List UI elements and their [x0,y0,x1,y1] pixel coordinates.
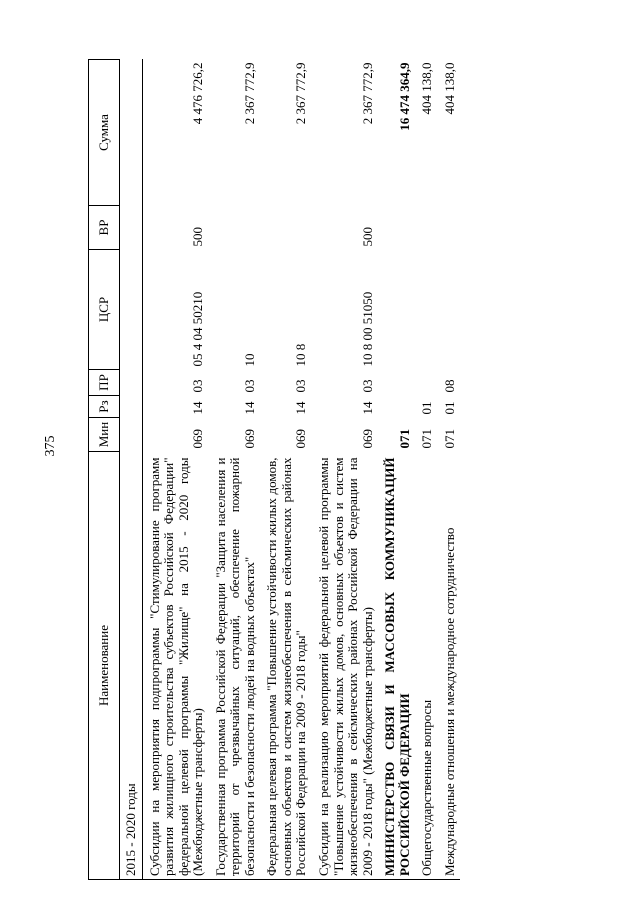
cell-pr: 08 [441,379,457,393]
cell-csr [120,250,143,370]
cell-min: 071 [419,429,435,449]
cell-min: 069 [241,429,257,449]
cell-sum: 4 476 726,2 [190,62,206,125]
cell-pr: 03 [241,379,257,393]
cell-vr [260,206,312,250]
table-row-year [120,60,143,880]
col-header-rz: Рз [89,396,120,418]
cell-rz [120,396,143,418]
cell-rz: 14 [241,401,257,415]
cell-pr: 03 [293,379,309,393]
cell-name: Субсидии на мероприятия подпрограммы "Стимулирование программ развития жилищного строительства субъектов Российской Федерации" федеральной целевой программы "Жилище" на 2015 - 2020 годы (Межбюджетные трансферты) [142,452,209,880]
col-header-sum: Сумма [89,60,120,206]
cell-pr [120,370,143,396]
cell-min: 069 [190,429,206,449]
rotated-page-content [88,60,608,880]
cell-rz: 14 [293,401,309,415]
table-row [415,60,438,880]
cell-pr: 03 [190,379,206,393]
cell-name: Федеральная целевая программа "Повышение устойчивости жилых домов, основных объектов и систем жизнеобеспечения в сейсмических районах Российской Федерации на 2009 - 2018 годы" [260,452,312,880]
cell-name: Международные отношения и международное сотрудничество [438,452,461,880]
cell-sum: 2 367 772,9 [293,62,309,125]
cell-sum: 404 138,0 [441,62,457,115]
cell-vr: 500 [359,227,375,247]
cell-vr: 500 [190,227,206,247]
table-row [312,60,378,880]
cell-vr [438,206,461,250]
cell-name: Субсидии на реализацию мероприятий федеральной целевой программы "Повышение устойчивости жилых домов, основных объектов и систем жизнеобеспечения в сейсмических районах Российской Федерации на 2009 - 2018 годы" (Межбюджетные трансферты) [312,452,378,880]
cell-name: МИНИСТЕРСТВО СВЯЗИ И МАССОВЫХ КОММУНИКАЦИЙ РОССИЙСКОЙ ФЕДЕРАЦИИ [378,452,415,880]
table-row [438,60,461,880]
cell-sum: 404 138,0 [419,62,435,115]
cell-name: Общегосударственные вопросы [415,452,438,880]
cell-csr [438,250,461,370]
cell-vr [120,206,143,250]
cell-pr [378,370,415,396]
table-row [142,60,209,880]
cell-vr [209,206,261,250]
col-header-min: Мин [89,418,120,452]
cell-rz: 01 [441,401,457,415]
cell-sum: 16 474 364,9 [396,62,412,131]
table-header-row [89,60,120,880]
cell-vr [415,206,438,250]
cell-sum: 2 367 772,9 [241,62,257,125]
cell-name: 2015 - 2020 годы [120,452,143,880]
table-body [120,60,461,880]
cell-rz [378,396,415,418]
table-row [209,60,261,880]
cell-pr [415,370,438,396]
cell-csr: 05 4 04 50210 [190,291,206,367]
cell-csr: 10 8 [293,343,309,367]
cell-rz: 01 [419,401,435,415]
cell-sum: 2 367 772,9 [359,62,375,125]
cell-min: 069 [293,429,309,449]
page-number: 375 [43,435,58,457]
cell-pr: 03 [359,379,375,393]
cell-vr [378,206,415,250]
cell-csr: 10 8 00 51050 [359,291,375,367]
cell-rz: 14 [359,401,375,415]
cell-min: 069 [359,429,375,449]
cell-name: Государственная программа Российской Федерации "Защита населения и территорий от чрезвычайных ситуаций, обеспечение пожарной безопасности и безопасности людей на водных объектах" [209,452,261,880]
col-header-csr: ЦСР [89,250,120,370]
col-header-vr: ВР [89,206,120,250]
table-row [378,60,415,880]
cell-min: 071 [396,429,412,449]
col-header-pr: ПР [89,370,120,396]
cell-sum [120,60,143,206]
cell-min [120,418,143,452]
col-header-name: Наименование [89,452,120,880]
cell-csr: 10 [241,353,257,367]
cell-csr [378,250,415,370]
table-row [260,60,312,880]
cell-rz: 14 [190,401,206,415]
cell-csr [415,250,438,370]
cell-min: 071 [441,429,457,449]
budget-table [88,59,460,880]
